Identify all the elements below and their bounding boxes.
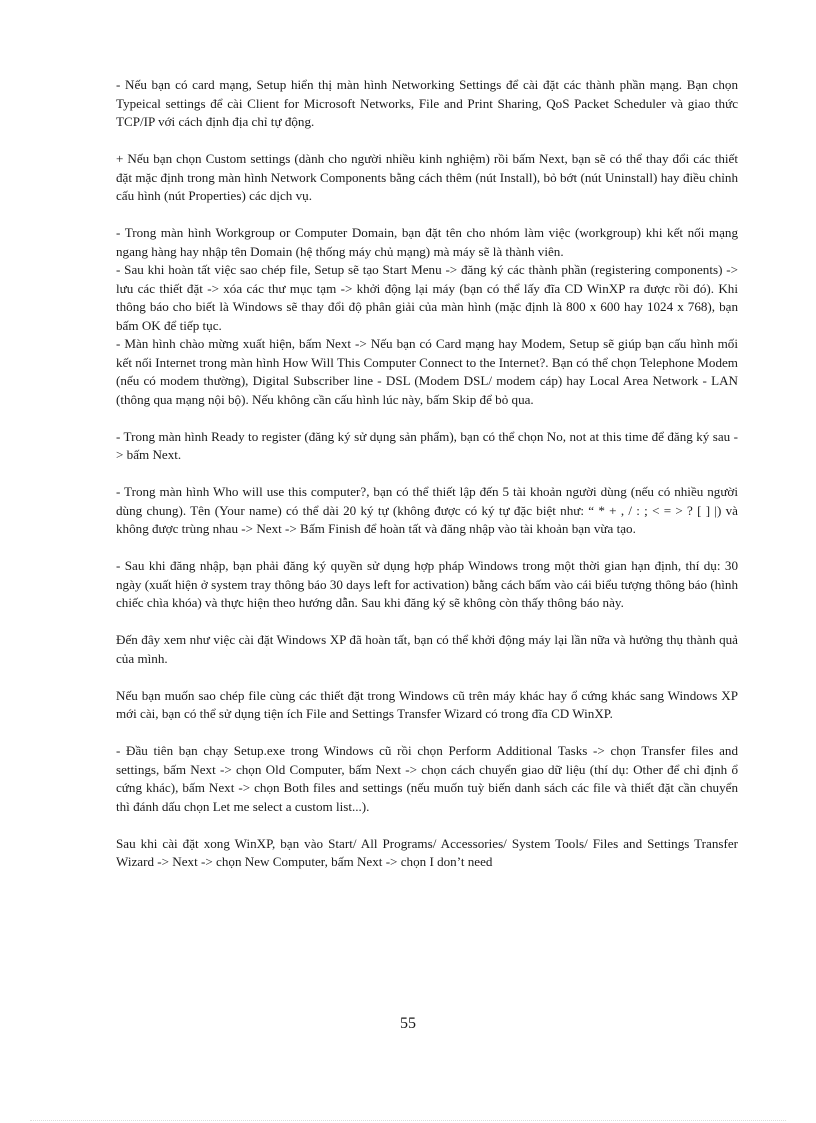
paragraph-install-complete: Đến đây xem như việc cài đặt Windows XP đã hoàn tất, bạn có thể khởi động máy lại lần nữa và hưởng thụ thành quả của mình. xyxy=(116,632,738,666)
paragraph-transfer-wizard: Nếu bạn muốn sao chép file cùng các thiết đặt trong Windows cũ trên máy khác hay ổ cứng khác sang Windows XP mới cài, bạn có thể sử dụng tiện ích File and Settings Transfer Wizard có trong đĩa CD WinXP. xyxy=(116,687,738,721)
paragraph-file-copy: - Sau khi hoàn tất việc sao chép file, Setup sẽ tạo Start Menu -> đăng ký các thành phần (registering components) -> lưu các thiết đặt -> xóa các thư mục tạm -> khởi động lại máy (bạn có thể lấy đĩa CD WinXP ra được rồi đó). Khi thông báo cho biết là Windows sẽ thay đổi độ phân giải của màn hình (mặc định là 800 x 600 hay 1024 x 768), bạn bấm OK để tiếp tục. xyxy=(116,262,738,333)
paragraph-activation: - Sau khi đăng nhập, bạn phải đăng ký quyền sử dụng hợp pháp Windows trong một thời gian hạn định, thí dụ: 30 ngày (xuất hiện ở system tray thông báo 30 days left for activation) bằng cách bấm vào cái biểu tượng thông báo (hình chiếc chìa khóa) và thực hiện theo hướng dẫn. Sau khi đăng ký sẽ không còn thấy thông báo này. xyxy=(116,558,738,610)
paragraph-user-accounts: - Trong màn hình Who will use this computer?, bạn có thể thiết lập đến 5 tài khoản người dùng (nếu có nhiều người dùng chung). Tên (Your name) có thể dài 20 ký tự (không được có ký tự đặc biệt như: “ * + , / : ; < = > ? [ ] |) và không được trùng nhau -> Next -> Bấm Finish để hoàn tất và đăng nhập vào tài khoản bạn vừa tạo. xyxy=(116,484,738,536)
paragraph-ready-to-register: - Trong màn hình Ready to register (đăng ký sử dụng sản phẩm), bạn có thể chọn No, not at this time để đăng ký sau -> bấm Next. xyxy=(116,428,738,462)
paragraph-old-computer: - Đầu tiên bạn chạy Setup.exe trong Windows cũ rồi chọn Perform Additional Tasks -> chọn Transfer files and settings, bấm Next -> chọn Old Computer, bấm Next -> chọn cách chuyển giao dữ liệu (thí dụ: Other để chỉ định ổ cứng khác), bấm Next -> chọn Both files and settings (nếu muốn tuỳ biến danh sách các file và thiết đặt cần chuyển thì đánh dấu chọn Let me select a custom list...). xyxy=(116,743,738,814)
paragraph-new-computer: Sau khi cài đặt xong WinXP, bạn vào Start/ All Programs/ Accessories/ System Tools/ Files and Settings Transfer Wizard -> Next -> chọn New Computer, bấm Next -> chọn I don’t need xyxy=(116,835,738,869)
paragraph-network-settings: - Nếu bạn có card mạng, Setup hiển thị màn hình Networking Settings để cài đặt các thành phần mạng. Bạn chọn Typeical settings để cài Client for Microsoft Networks, File and Print Sharing, QoS Packet Scheduler và giao thức TCP/IP với cách định địa chỉ tự động. xyxy=(116,77,738,129)
page-bottom-divider xyxy=(30,1120,786,1121)
paragraph-welcome-screen: - Màn hình chào mừng xuất hiện, bấm Next -> Nếu bạn có Card mạng hay Modem, Setup sẽ giúp bạn cấu hình mối kết nối Internet trong màn hình How Will This Computer Connect to the Internet?. Bạn có thể chọn Telephone Modem (nếu có modem thường), Digital Subscriber line - DSL (Modem DSL/ modem cáp) hay Local Area Network - LAN (thông qua mạng nội bộ). Nếu không cần cấu hình lúc này, bấm Skip để bỏ qua. xyxy=(116,336,738,407)
paragraph-workgroup: - Trong màn hình Workgroup or Computer Domain, bạn đặt tên cho nhóm làm việc (workgroup) khi kết nối mạng ngang hàng hay nhập tên Domain (hệ thống máy chủ mạng) mà máy sẽ là thành viên. xyxy=(116,225,738,259)
page-number: 55 xyxy=(400,1015,416,1032)
page-body xyxy=(116,76,738,872)
paragraph-custom-settings: + Nếu bạn chọn Custom settings (dành cho người nhiều kinh nghiệm) rồi bấm Next, bạn sẽ có thể thay đổi các thiết đặt mặc định trong màn hình Network Components bằng cách thêm (nút Install), bỏ bớt (nút Uninstall) hay điều chỉnh cấu hình (nút Properties) các dịch vụ. xyxy=(116,151,738,203)
